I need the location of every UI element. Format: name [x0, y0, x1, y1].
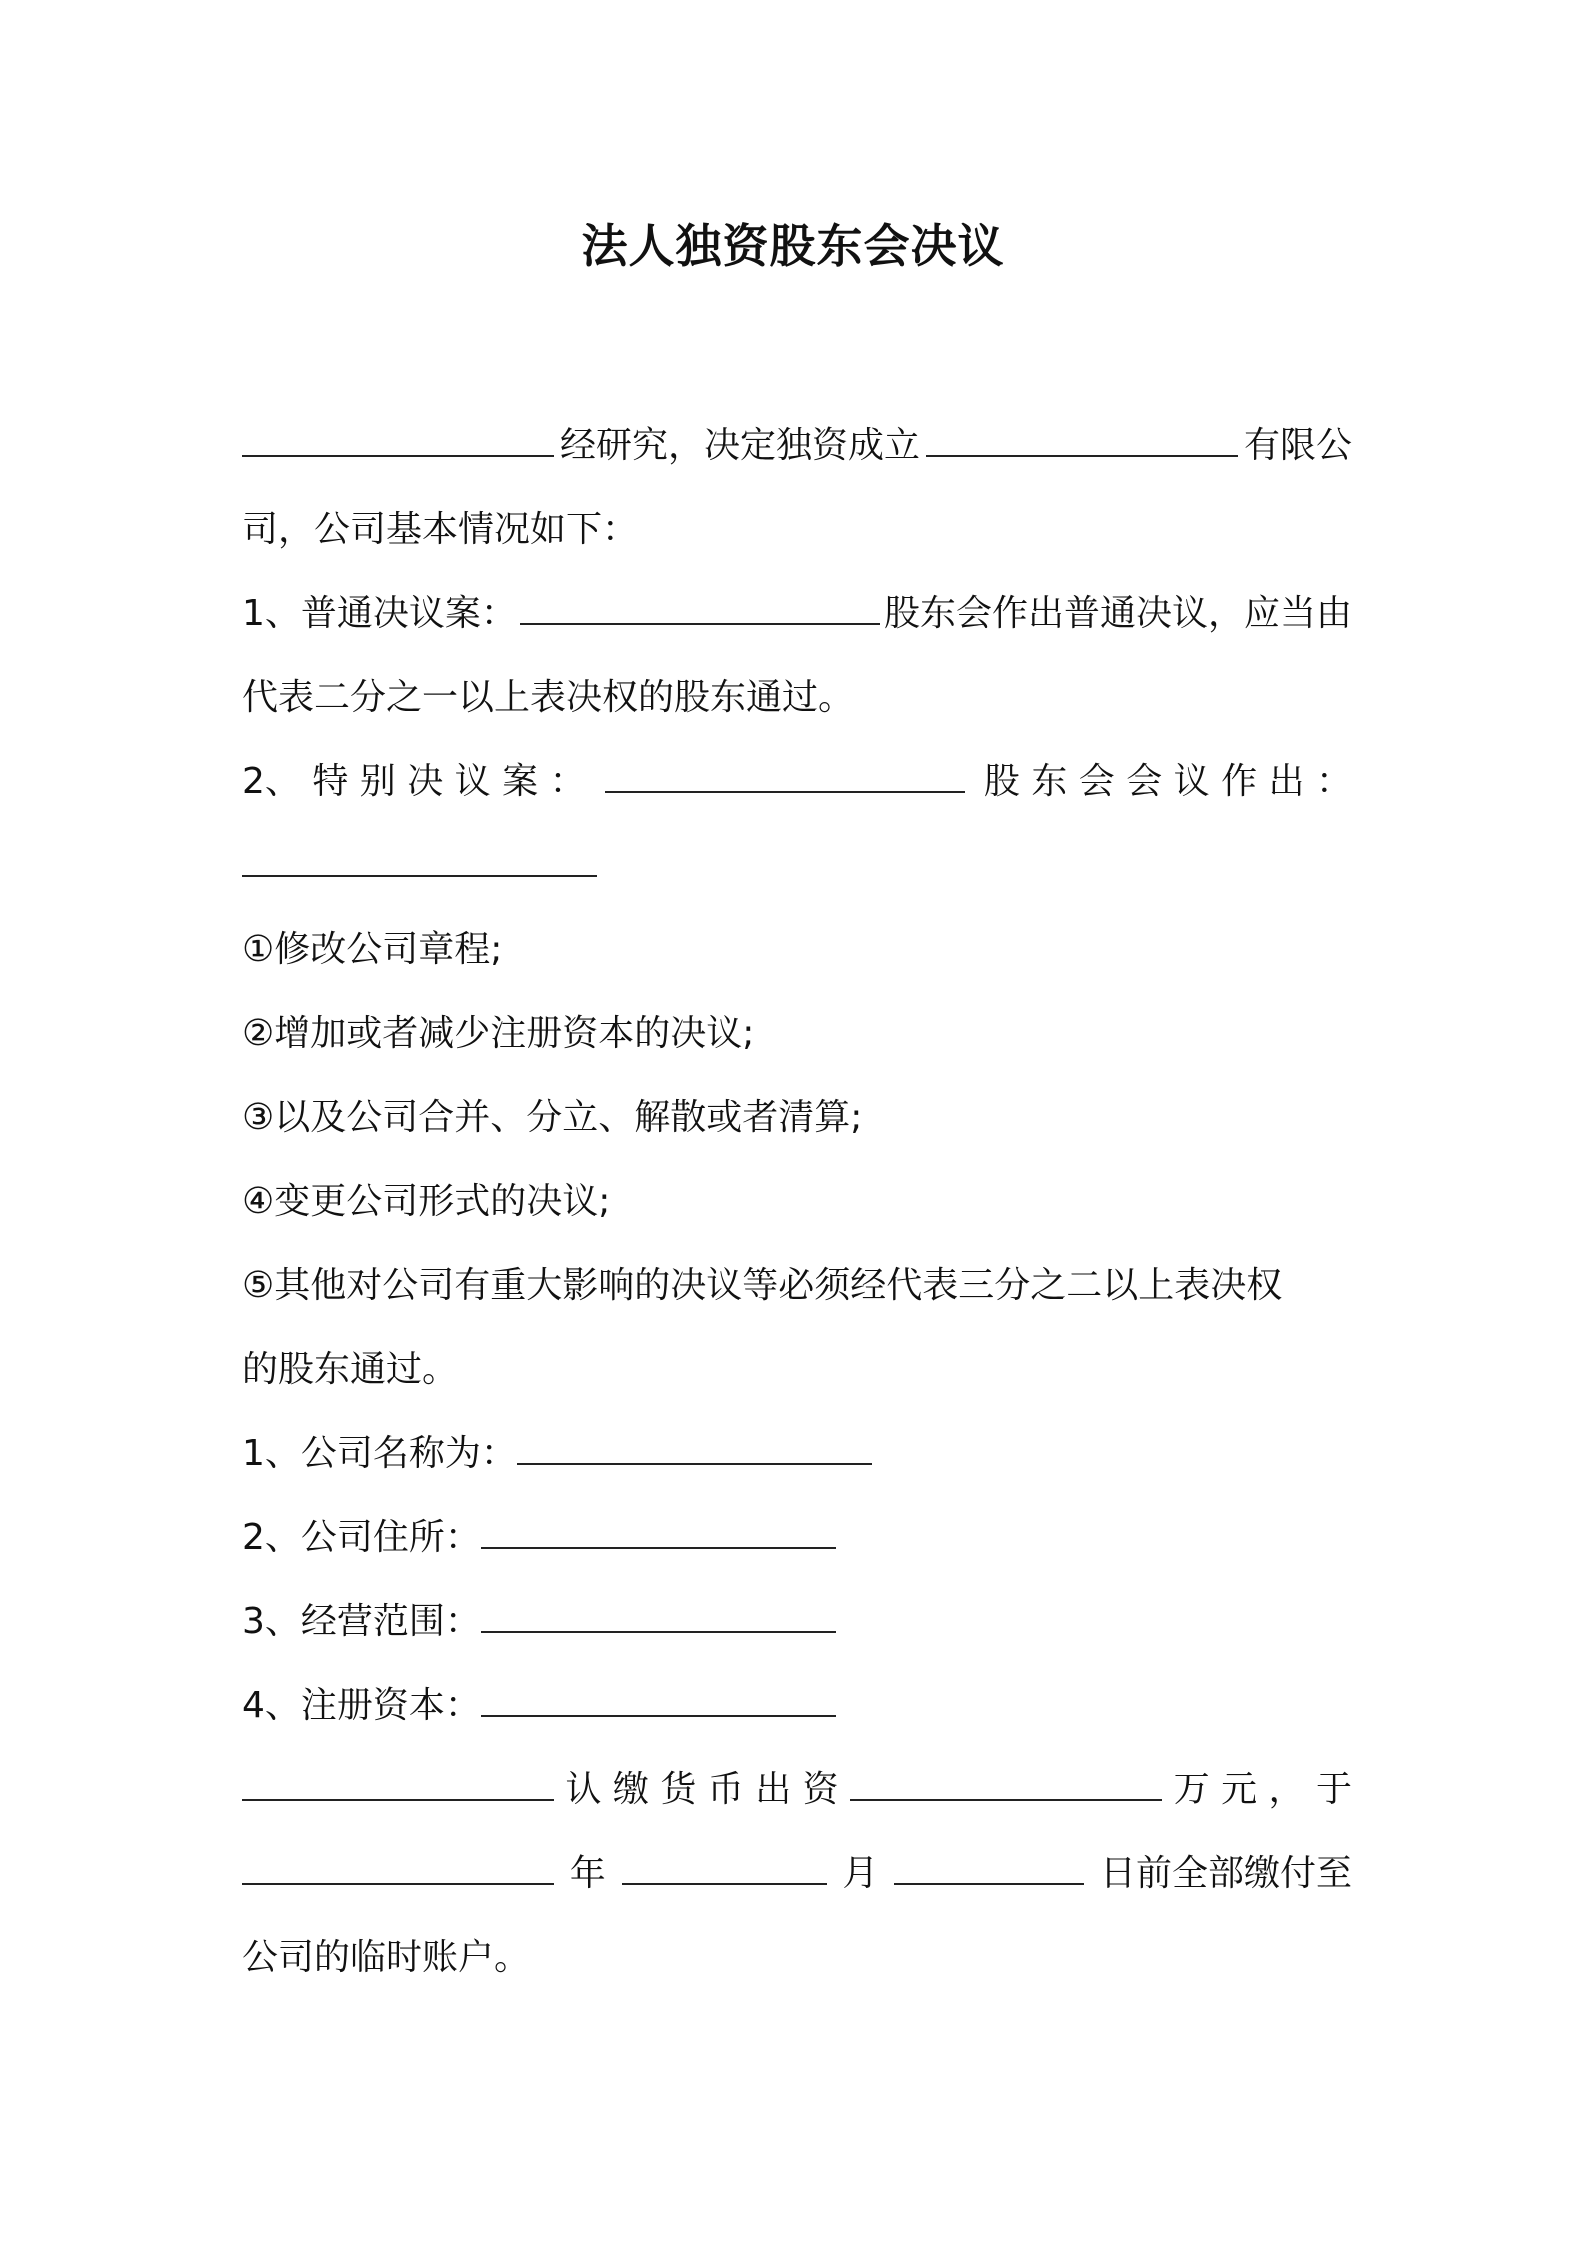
- registered-capital-line: [242, 1664, 1352, 1748]
- ordinary-resolution-text-2: 代表二分之一以上表决权的股东通过。: [242, 677, 855, 718]
- blank-special-resolution: [605, 741, 965, 793]
- capital-last-text: 公司的临时账户。: [242, 1937, 531, 1978]
- blank-contributor: [242, 1749, 554, 1801]
- capital-day-text: 日前全部缴付至: [1099, 1853, 1352, 1894]
- business-scope-label: 3、经营范围：: [242, 1601, 481, 1642]
- special-resolution-line: [242, 740, 1352, 824]
- blank-company-name-field: [517, 1413, 872, 1465]
- capital-line-2: [242, 1832, 1352, 1916]
- intro-text-2: 有限公: [1243, 425, 1352, 466]
- company-address-label: 2、公司住所：: [242, 1517, 481, 1558]
- intro-line-2: [242, 488, 1352, 572]
- list-item: ④变更公司形式的决议;: [242, 1181, 611, 1222]
- company-name-line: [242, 1412, 1352, 1496]
- capital-line-3: [242, 1916, 1352, 2000]
- list-item: 的股东通过。: [242, 1349, 459, 1390]
- ordinary-resolution-text: 股东会作出普通决议，应当由: [883, 593, 1352, 634]
- ordinary-resolution-line: [242, 572, 1352, 656]
- business-scope-line: [242, 1580, 1352, 1664]
- blank-registered-capital-field: [481, 1665, 836, 1717]
- document-body: [242, 404, 1352, 2000]
- blank-special-resolution-2: [242, 825, 597, 877]
- blank-company-address-field: [481, 1497, 836, 1549]
- blank-shareholder-name: [242, 405, 554, 457]
- list-item: ②增加或者减少注册资本的决议;: [242, 1013, 755, 1054]
- company-name-label: 1、公司名称为：: [242, 1433, 517, 1474]
- ordinary-resolution-line-2: [242, 656, 1352, 740]
- capital-year-label: 年: [569, 1853, 606, 1894]
- ordinary-resolution-label: 1、普通决议案：: [242, 593, 517, 634]
- blank-business-scope-field: [481, 1581, 836, 1633]
- document-title: 法人独资股东会决议: [581, 219, 1005, 273]
- intro-line-1: [242, 404, 1352, 488]
- capital-month-label: 月: [842, 1853, 879, 1894]
- blank-ordinary-resolution: [520, 573, 880, 625]
- special-resolution-text: 股 东 会 会 议 作 出 ：: [983, 761, 1352, 802]
- company-address-line: [242, 1496, 1352, 1580]
- intro-text-1: 经研究，决定独资成立: [559, 425, 920, 466]
- blank-day: [894, 1833, 1084, 1885]
- special-resolution-label: 2、 特 别 决 议 案 ：: [242, 761, 586, 802]
- special-resolution-line-2: [242, 824, 1352, 908]
- blank-year: [242, 1833, 554, 1885]
- intro-text-3: 司，公司基本情况如下：: [242, 509, 639, 550]
- registered-capital-label: 4、注册资本：: [242, 1685, 481, 1726]
- list-item: ③以及公司合并、分立、解散或者清算;: [242, 1097, 863, 1138]
- list-item: ⑤其他对公司有重大影响的决议等必须经代表三分之二以上表决权: [242, 1265, 1283, 1306]
- blank-month: [622, 1833, 827, 1885]
- blank-amount: [850, 1749, 1162, 1801]
- capital-text-1: 认 缴 货 币 出 资: [565, 1769, 839, 1810]
- capital-text-2: 万 元 ， 于: [1173, 1769, 1352, 1810]
- capital-line-1: [242, 1748, 1352, 1832]
- blank-company-name: [926, 405, 1238, 457]
- list-item: ①修改公司章程;: [242, 929, 503, 970]
